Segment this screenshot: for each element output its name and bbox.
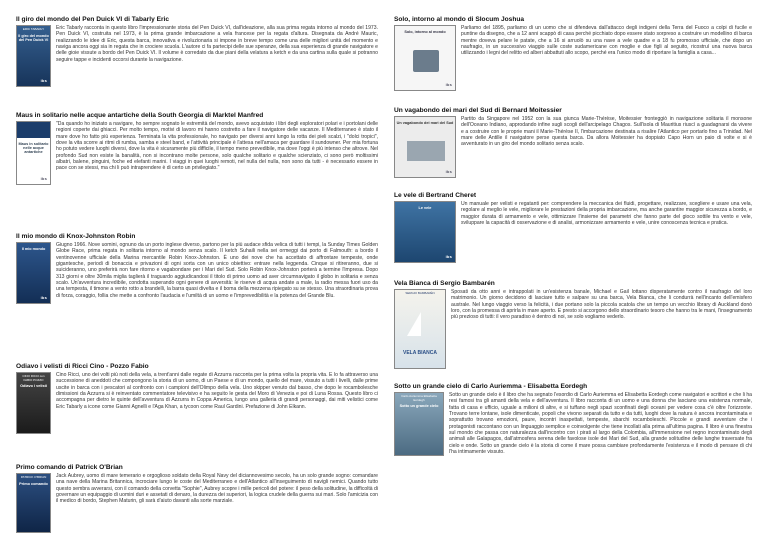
publisher-logo: ibs [445,168,452,174]
book-description: Jack Aubrey, uomo di mare temerario e orgoglioso soldato della Royal Navy del diciannovesimo secolo, ha un solo grande sogno: comandare una nave della Marina Britannica, incrociare lungo le coste del Mediterraneo e dell'Atlantico all'inseguimento di navigli nemici. Quando tutto questo sembra avverarsi, con il comando della corvetta "Sophie", Aubrey scopre i mille pericoli del potere: il peso della solitudine, la difficoltà di governare un equipaggio di uomini duri e assetati di denaro, la durezza dei superiori, la logica crudele della guerra sui mari. Solo l'amicizia con il medico di bordo, Stephen Maturin, gli sarà d'aiuto davanti alla sorte marziale. [56,473,378,505]
book-description: Un manuale per velisti e regatanti per: comprendere la meccanica dei fluidi, progettare, realizzare, scegliere e usare una vela, regolare al meglio le vele, migliorare le prestazioni della propria imbarcazione, ma anche garantire maggior sicurezza a bordo, e maggior durata di armamento e vele, ottimizzare l'insieme dei parametri che fanno parte del gioco sottile tra vento e vele, sviluppare la capacità di osservazione e di analisi, armonizzare armamento e vele, unire conoscenza tecnica e pratica. [461,201,752,227]
book-title[interactable]: Il giro del mondo del Pen Duick VI di Tabarly Eric [16,16,170,23]
book-title[interactable]: Il mio mondo di Knox-Johnston Robin [16,233,136,240]
publisher-logo: ibs [40,175,47,181]
book-cover-image[interactable] [16,121,51,185]
book-cover-image[interactable] [16,25,51,87]
book-entry-cino [16,363,378,435]
book-title[interactable]: Un vagabondo dei mari del Sud di Bernard Moitessier [394,107,562,114]
book-entry-auriemma [394,383,752,457]
book-entry-tabarly [16,16,378,88]
cover-title: Odiavo i velisti [20,384,47,389]
publisher-logo: ibs [40,77,47,83]
cover-title: Le vele [418,206,432,210]
cover-title: Un vagabondo dei mari del Sud [396,121,454,125]
cover-author: CINO RICCI con FABIO POZZO [22,374,45,382]
cover-title: Sotto un grande cielo [399,404,439,409]
book-cover-image[interactable] [394,116,456,178]
book-cover-image[interactable] [394,25,456,91]
book-description: Eric Tabarly racconta in questo libro l'impressionante storia del Pen Duick VI, dall'ideazione, alla sua prima regata intorno al mondo del 1973. Pen Duick VI, costruita nel 1973, è la prima grande imbarcazione a vela francese per la regata d'altura. Disegnata da André Mauric, realizzando le idee di Eric, questa barca, innovativa e rivoluzionaria si impone in breve tempo come una delle migliori unità del momento e naviga ancora oggi sia in regata che in crociere scuola. L'autore ci fa partecipi delle sue speranze, della sua esperienza di grande navigatore e delle gioie vissute a bordo del Pen Duick VI. Il volume è corredato da due piani della velatura a ketch e da una cartina sulla quale si potranno seguire tappe e incidenti occorsi durante la navigazione. [56,25,378,63]
publisher-logo: ibs [445,81,452,87]
book-entry-knox [16,233,378,305]
book-title[interactable]: Odiavo i velisti di Ricci Cino - Pozzo Fabio [16,363,149,370]
publisher-logo: ibs [445,253,452,259]
book-cover-image[interactable] [394,201,456,263]
cover-title: VELA BIANCA [403,349,437,356]
book-description: Cino Ricci, uno dei volti più noti della vela, a trent'anni dalle regate di Azzurra racconta per la prima volta la propria vita. E lo fa attraverso una successione di aneddoti che compongono la storia di un uomo, di un Paese e di un mondo, quello del mare, vissuto a tutti i livelli, dalle prime uscite in barca con i pescatori al confronto con i campioni dell'Olimpo della vela. Uno skipper venuto dal basso, che dopo le rocambolesche dimissioni da Azzurra si è reinventato commentatore televisivo e ha seguito le gesta del Moro di Venezia e poi di Luna Rossa. Questo libro ci accompagna per dietro le quinte dell'avventura di Azzurra in Coppa America, lungo una galleria di grandi personaggi, dai miti velistici come Eric Tabarly a icone come Gianni Agnelli e l'Aga Khan, a tycoon come Raul Gardini. Prefazione di John Elkann. [56,372,378,410]
book-title[interactable]: Maus in solitario nelle acque antartiche della South Georgia di Marktel Manfred [16,112,264,119]
book-title[interactable]: Le vele di Bertrand Cheret [394,192,477,199]
cover-author: Carlo Auriemma Elisabetta Eordegh [401,394,437,402]
cover-title: Il giro del mondo del Pen Duick VI [18,33,49,42]
book-cover-image[interactable] [16,372,51,434]
book-entry-cheret [394,192,752,264]
cover-title: Primo comando [19,481,48,486]
publisher-logo: ibs [40,294,47,300]
cover-author: SERGIO BAMBARÉN [405,291,435,295]
book-description: "Da quando ho iniziato a navigare, ho sempre sognato le estremità del mondo, avevo acquistato i libri degli esploratori polari e i portolani delle regioni coperte dai ghiacci. Per molto tempo, motivi di lavoro mi hanno costretto a fare il navigatore delle vacanze. Il Mediterraneo è stato il mare dove ho fatto più esperienza. Terminata la vita professionale, ho navigato per diversi anni lungo la rotta dei pieli scalzi, i "dolci tropici", dove la vita scorre ai ritmi di rumba, samba e steel band, e l'attività principale è l'attesa nell'amaca per guardare il sundowner. Per mia fortuna ho potuto vedere luoghi diversi, dove la vita è sicuramente più difficile, il tempo meno prevedibile, ma dove l'oggi è più intenso che altrove. Nel profondo Sud non esiste la banalità, non si incontrano molte persone, solo qualche solitario e qualche scienziato, ci sono però moltissimi albatri, balene, pinguini, foche ed elefanti marini. I viaggi in quei luoghi remoti, nel nulla del nulla, non sono da tutti - è necessario essere in pace con se stessi, ma chi li può intraprendere è di certo un privilegiato." [56,121,378,172]
cover-author: ERIC TABARLY [22,27,45,31]
book-entry-slocum [394,16,752,92]
book-entry-moitessier [394,107,752,179]
book-cover-image[interactable] [16,242,51,304]
book-cover-image[interactable] [16,473,51,533]
book-description: Sotto un grande cielo è il libro che ha segnato l'esordio di Carlo Auriemma ed Elisabetta Eordegh come navigatori e scrittori e che li ha resi famosi tra gli amanti della vela e dell'avventura. Il libro racconta di un uomo e una donna che lasciano una esistenza normale, fatta di casa e ufficio, uguale a milioni di altre, e si tuffano negli spazi sconfinati degli oceani per vedere cosa c'è oltre l'orizzonte. Trovano terre lontane, isole dimenticate, popoli che vivono separati da tutto e da tutti, luoghi dove la natura è ancora incontaminata e soprattutto trovano emozioni, paure, incontri inaspettati, tempeste, sbarchi rocamboleschi. Piccole e grandi avventure che i protagonisti raccontano con un linguaggio semplice e coinvolgente che tiene incollati alla prima all'ultima pagina. Il libro è una finestra sul mondo che passa con naturalezza dall'incontro con i pirati al largo della Colombia, all'immensione nel regno incontaminato degli animali alle Galapagos, dall'atmosfera serena delle favolose isole dei Mari del Sud, alla grande solitudine delle lunghe traversate fra cielo e onde. Sotto un grande cielo è la storia di come il mare possa cambiare profondamente l'esistenza e il modo di pensare di chi l'ha intimamente vissuto. [449,392,752,456]
book-title[interactable]: Vela Bianca di Sergio Bambarén [394,280,495,287]
book-description: Partito da Singapore nel 1952 con la sua giunca Marie-Thérèse, Moitessier fronteggiò in navigazione solitaria il monsone dell'Oceano Indiano, approdando infine sugli scogli dell'arcipelago Chagos. Sull'isola di Mauritius riuscì a guadagnarsi da vivere e a costruire con le proprie mani il Marie-Thérèse II, l'imbarcazione destinata a risalire l'Atlantico per portarlo fino a Trinidad. Nel mare delle Antille il navigatore perse questa barca. Da allora Moitessier ha doppiato Capo Horn un paio di volte e si è avventurato in un giro del mondo solitario senza scalo. [461,116,752,148]
book-title[interactable]: Primo comando di Patrick O'Brian [16,464,123,471]
book-entry-bambaren [394,280,752,370]
book-cover-image[interactable] [394,392,444,456]
book-entry-markel [16,112,378,186]
cover-title: Maus in solitario nelle acque antartiche [18,142,49,155]
book-description: Sposati da otto anni e intrappolati in un'esistenza banale, Michael e Gail lottano disperatamente contro il naufragio del loro matrimonio. Un giorno decidono di lasciare tutto e salpare su una barca, Vela Bianca, che li condurrà nell'incanto dell'emisfero australe. Nel lungo viaggio verso la felicità, i due portano solo la piccola scatola che un tempo un vecchio library di Auckland donò loro, con la promessa di aprirla in mare aperto. E presto si accorgono dello straordinario tesoro che hanno tra le mani, l'insegnamento più prezioso di tutti: il vero paradiso è dentro di noi, se solo vogliamo vederlo. [451,289,752,321]
cover-title: Il mio mondo [21,247,46,251]
cover-author: PATRICK O'BRIAN [20,475,47,479]
book-title[interactable]: Sotto un grande cielo di Carlo Auriemma - Elisabetta Eordegh [394,383,588,390]
book-entry-obrian [16,464,378,534]
book-description: Giugno 1966. Nove uomini, ognuno da un porto inglese diverso, partono per la più audace sfida velica di tutti i tempi, la Sunday Times Golden Globe Race, prima regata in solitaria intorno al mondo senza scalo. Il ketch Suhaili nella sei ormeggi dai porto di Falmouth: a bordo il ventinovenne ufficiale della Marina mercantile Robin Knox-Johnston. È uno dei nove che ha accettato di affrontare tempeste, onde gigantesche, periodi di bonaccia e privazioni di ogni sorta con un unico obiettivo: entrare nella leggenda. Cinque si ritireranno, due si suicideranno, uno preferirà non fare ritorno e vagabondare per i Mari del Sud. Solo Robin Knox-Johnston porterà a termine l'impresa. Dopo 313 giorni e oltre 30mila miglia taglierà il traguardo aggiudicandosi il titolo di primo uomo ad aver circumnavigato il globo in solitaria e senza scalo. Un'avventura incredibile, condotta superando ogni genere di avversità: le riserve di acqua andate a male, la radio messa fuori uso da una tempesta, il timone a vento rotto a brandelli, la barra quasi divelta e il boma della mezzena ripiegato su se stesso. Una straordinaria prova di forza, coraggio, follia che mette a confronto l'audacia e l'umiltà di un uomo e l'imprevedibilità e la potenza del Grande Blu. [56,242,378,299]
book-title[interactable]: Solo, intorno al mondo di Slocum Joshua [394,16,525,23]
cover-title: Solo, intorno al mondo [404,30,446,34]
book-description: Parliamo del 1895, parliamo di un uomo che si difendeva dall'attacco degli indigeni della Terra del Fuoco a colpi di fucile e puntine da disegno, che a 12 anni scappò di casa perché picchiato dopo essere stato sorpreso a costruire un modellino di barca mentre doveva pelare le patate, che a 16 si arruolò su una nave a vele quadre e a 18 fu promosso ufficiale, che dopo un naufragio, in un successivo viaggio sulle coste sudamericane con moglie e due figli al seguito, ricostruì una nuova barca utilizzando i legni del relitto ed alberi abbattuti allo scopo, perché era l'unico modo di riportare la famiglia a casa... [461,25,752,57]
book-cover-image[interactable] [394,289,446,369]
